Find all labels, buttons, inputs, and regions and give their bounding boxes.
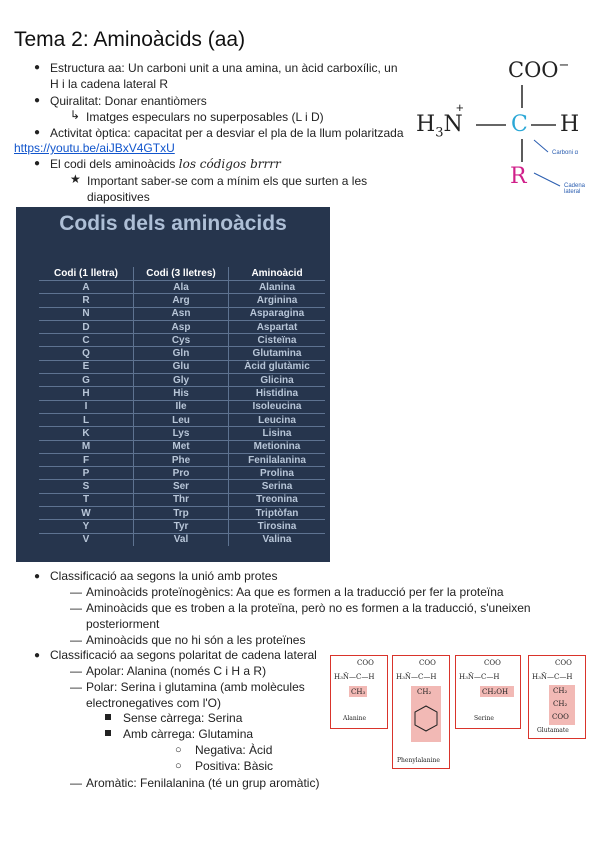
coo-text: COO — [419, 659, 436, 667]
three-letter-code: Gly — [134, 374, 229, 387]
one-letter-code: G — [39, 374, 134, 387]
amino-acid-name: Isoleucina — [229, 400, 326, 413]
amino-acid-name: Lisina — [229, 427, 326, 440]
dash-icon: — — [70, 664, 82, 678]
carbon-arrow-icon — [534, 140, 548, 152]
backbone-text: H₃N̈—C—H — [396, 673, 437, 681]
three-letter-code: Arg — [134, 294, 229, 307]
one-letter-code: W — [39, 507, 134, 520]
one-letter-code: F — [39, 453, 134, 466]
glutamate-name: Glutamate — [537, 727, 569, 734]
serine-name: Serine — [474, 715, 494, 722]
one-letter-code: K — [39, 427, 134, 440]
union-item-3: Aminoàcids que no hi són a les proteïnes — [86, 633, 306, 647]
amino-acid-name: Fenilalanina — [229, 453, 326, 466]
three-letter-code: Met — [134, 440, 229, 453]
bullet-dot: ● — [34, 158, 41, 169]
table-row — [39, 294, 325, 307]
three-letter-code: Ala — [134, 281, 229, 294]
table-row — [39, 360, 325, 373]
n-charge: + — [456, 100, 464, 115]
table-row — [39, 281, 325, 294]
h-text: H — [560, 112, 580, 137]
phenylalanine-name: Phenylalanine — [397, 757, 440, 764]
structure-text-2: H i la cadena lateral R — [50, 77, 169, 91]
codes-table-body — [39, 281, 325, 546]
amine-group — [416, 112, 463, 140]
dash-icon: — — [70, 633, 82, 647]
amino-acid-codes-table — [16, 207, 330, 562]
code-note: los códigos brrrr — [178, 157, 281, 171]
table-row — [39, 374, 325, 387]
one-letter-code: S — [39, 480, 134, 493]
coo-text: COO — [555, 659, 572, 667]
coo-text: COO — [508, 58, 559, 82]
backbone-text: H₃N̈—C—H — [334, 673, 375, 681]
polarity-heading: Classificació aa segons polaritat de cadena lateral — [50, 648, 317, 662]
positive-text: Positiva: Bàsic — [195, 759, 274, 773]
union-item-2-line-2: posteriorment — [86, 617, 160, 631]
one-letter-code: C — [39, 334, 134, 347]
three-letter-code: Trp — [134, 507, 229, 520]
amino-acid-name: Cisteïna — [229, 334, 326, 347]
three-letter-code: Tyr — [134, 520, 229, 533]
one-letter-code: Q — [39, 347, 134, 360]
h3-text: H — [416, 112, 436, 137]
apolar-text: Apolar: Alanina (només C i H a R) — [86, 664, 267, 678]
benzene-ring-icon — [413, 704, 439, 734]
bullet-dot: ● — [34, 95, 41, 106]
backbone-text: H₃N̈—C—H — [532, 673, 573, 681]
one-letter-code: Y — [39, 520, 134, 533]
one-letter-code: E — [39, 360, 134, 373]
important-text-1: Important saber-se com a mínim els que surten a les — [87, 174, 368, 188]
important-text-2: diapositives — [87, 190, 150, 204]
glutamate-structure — [528, 655, 586, 739]
code-text — [50, 157, 281, 172]
one-letter-code: N — [39, 307, 134, 320]
codes-table-title: Codis dels aminoàcids — [59, 212, 287, 235]
square-bullet-icon — [105, 730, 111, 736]
coo-charge: − — [558, 58, 570, 73]
three-letter-code: Thr — [134, 493, 229, 506]
three-letter-code: Gln — [134, 347, 229, 360]
chain-arrow-icon — [534, 173, 560, 186]
three-letter-code: Phe — [134, 453, 229, 466]
union-heading: Classificació aa segons la unió amb protes — [50, 569, 278, 583]
structure-text-1: Estructura aa: Un carboni unit a una amina, un àcid carboxílic, un — [50, 61, 398, 75]
uncharged-text: Sense càrrega: Serina — [123, 711, 243, 725]
union-item-2-line-1: Aminoàcids que es troben a la proteïna, però no es formen a la traducció, s'uneixen — [86, 601, 531, 615]
amino-acid-name: Aspartat — [229, 320, 326, 333]
amino-acid-name: Treonina — [229, 493, 326, 506]
coo-text: COO — [357, 659, 374, 667]
three-letter-code: Leu — [134, 413, 229, 426]
amino-acid-name: Valina — [229, 533, 326, 546]
alanine-structure — [330, 655, 388, 729]
polar-text-1: Polar: Serina i glutamina (amb molècules — [86, 680, 305, 694]
side-chain-text-2: CH₂ — [553, 700, 568, 708]
amino-acid-name: Àcid glutàmic — [229, 360, 326, 373]
negative-text: Negativa: Àcid — [195, 743, 273, 757]
amino-acid-name: Triptòfan — [229, 507, 326, 520]
three-letter-code: Val — [134, 533, 229, 546]
serine-structure — [455, 655, 521, 729]
table-row — [39, 387, 325, 400]
chirality-text: Quiralitat: Donar enantiòmers — [50, 94, 207, 108]
amino-acid-name: Histidina — [229, 387, 326, 400]
star-icon: ★ — [70, 172, 81, 186]
amino-acid-name: Glutamina — [229, 347, 326, 360]
codes-table — [39, 267, 325, 546]
three-letter-code: His — [134, 387, 229, 400]
dash-icon: — — [70, 601, 82, 615]
amino-acid-name: Asparagina — [229, 307, 326, 320]
amino-acid-name: Arginina — [229, 294, 326, 307]
coo-group — [508, 58, 569, 82]
header-one-letter: Codi (1 lletra) — [54, 268, 118, 279]
alanine-name: Alanine — [343, 715, 367, 722]
bullet-dot: ● — [34, 650, 41, 661]
header-amino-acid: Aminoàcid — [229, 267, 326, 281]
union-item-1: Aminoàcids proteïnogènics: Aa que es formen a la traducció per fer la proteïna — [86, 585, 504, 599]
dash-icon: — — [70, 585, 82, 599]
one-letter-code: V — [39, 533, 134, 546]
table-row — [39, 334, 325, 347]
aromatic-text: Aromàtic: Fenilalanina (té un grup aromàtic) — [86, 776, 320, 790]
amino-acid-name: Tirosina — [229, 520, 326, 533]
bullet-dot: ● — [34, 127, 41, 138]
three-letter-code: Ile — [134, 400, 229, 413]
one-letter-code: L — [39, 413, 134, 426]
three-letter-code: Asp — [134, 320, 229, 333]
amino-acid-structure-diagram — [410, 52, 600, 202]
amino-acid-name: Metionina — [229, 440, 326, 453]
charged-text: Amb càrrega: Glutamina — [123, 727, 254, 741]
amino-acid-name: Serina — [229, 480, 326, 493]
table-row — [39, 413, 325, 426]
side-chain-text: CH₂ — [417, 688, 432, 696]
three-letter-code: Glu — [134, 360, 229, 373]
table-row — [39, 440, 325, 453]
table-row — [39, 493, 325, 506]
amino-acid-name: Glicina — [229, 374, 326, 387]
optical-activity-text: Activitat òptica: capacitat per a desviar el pla de la llum polaritzada — [50, 126, 404, 140]
square-bullet-icon — [105, 714, 111, 720]
table-row — [39, 520, 325, 533]
table-row — [39, 427, 325, 440]
one-letter-code: A — [39, 281, 134, 294]
polar-text-2: electronegatives com l'O) — [86, 696, 222, 710]
one-letter-code: T — [39, 493, 134, 506]
alpha-carbon: C — [511, 112, 528, 137]
amino-acid-name: Alanina — [229, 281, 326, 294]
dash-icon: — — [70, 776, 82, 790]
table-header-row — [39, 267, 325, 281]
code-label: El codi dels aminoàcids — [50, 157, 176, 171]
one-letter-code: M — [39, 440, 134, 453]
circle-bullet-icon: ○ — [175, 760, 182, 772]
one-letter-code: D — [39, 320, 134, 333]
side-chain-text-3: COO — [552, 713, 569, 721]
three-letter-code: Cys — [134, 334, 229, 347]
amino-acid-name: Leucina — [229, 413, 326, 426]
one-letter-code: H — [39, 387, 134, 400]
table-row — [39, 453, 325, 466]
three-letter-code: Pro — [134, 467, 229, 480]
chain-label: Cadena lateral — [564, 183, 586, 195]
one-letter-code: R — [39, 294, 134, 307]
n-text: N — [443, 112, 463, 137]
bullet-dot: ● — [34, 571, 41, 582]
carbon-label: Carboni α — [552, 150, 579, 156]
mirror-images-text: Imatges especulars no superposables (L i D) — [86, 110, 324, 124]
one-letter-code: I — [39, 400, 134, 413]
dash-icon: — — [70, 680, 82, 694]
h3-sub: 3 — [435, 125, 444, 141]
r-group: R — [510, 164, 527, 189]
table-row — [39, 533, 325, 546]
bullet-dot: ● — [34, 62, 41, 73]
side-chain-text-1: CH₂ — [553, 687, 568, 695]
side-chain-text: CH₃ — [351, 688, 366, 696]
circle-bullet-icon: ○ — [175, 744, 182, 756]
sub-arrow-icon: ↳ — [70, 108, 81, 122]
three-letter-code: Ser — [134, 480, 229, 493]
youtube-link[interactable]: https://youtu.be/aiJBxV4GTxU — [14, 141, 175, 155]
table-row — [39, 480, 325, 493]
header-three-letters: Codi (3 lletres) — [134, 267, 229, 281]
side-chain-text: CH₂OH — [482, 688, 509, 696]
table-row — [39, 507, 325, 520]
table-row — [39, 400, 325, 413]
table-row — [39, 467, 325, 480]
three-letter-code: Asn — [134, 307, 229, 320]
table-row — [39, 347, 325, 360]
coo-text: COO — [484, 659, 501, 667]
table-row — [39, 307, 325, 320]
table-row — [39, 320, 325, 333]
backbone-text: H₃N̈—C—H — [459, 673, 500, 681]
page-title: Tema 2: Aminoàcids (aa) — [14, 28, 246, 51]
amino-acid-name: Prolina — [229, 467, 326, 480]
three-letter-code: Lys — [134, 427, 229, 440]
one-letter-code: P — [39, 467, 134, 480]
phenylalanine-structure — [392, 655, 450, 769]
